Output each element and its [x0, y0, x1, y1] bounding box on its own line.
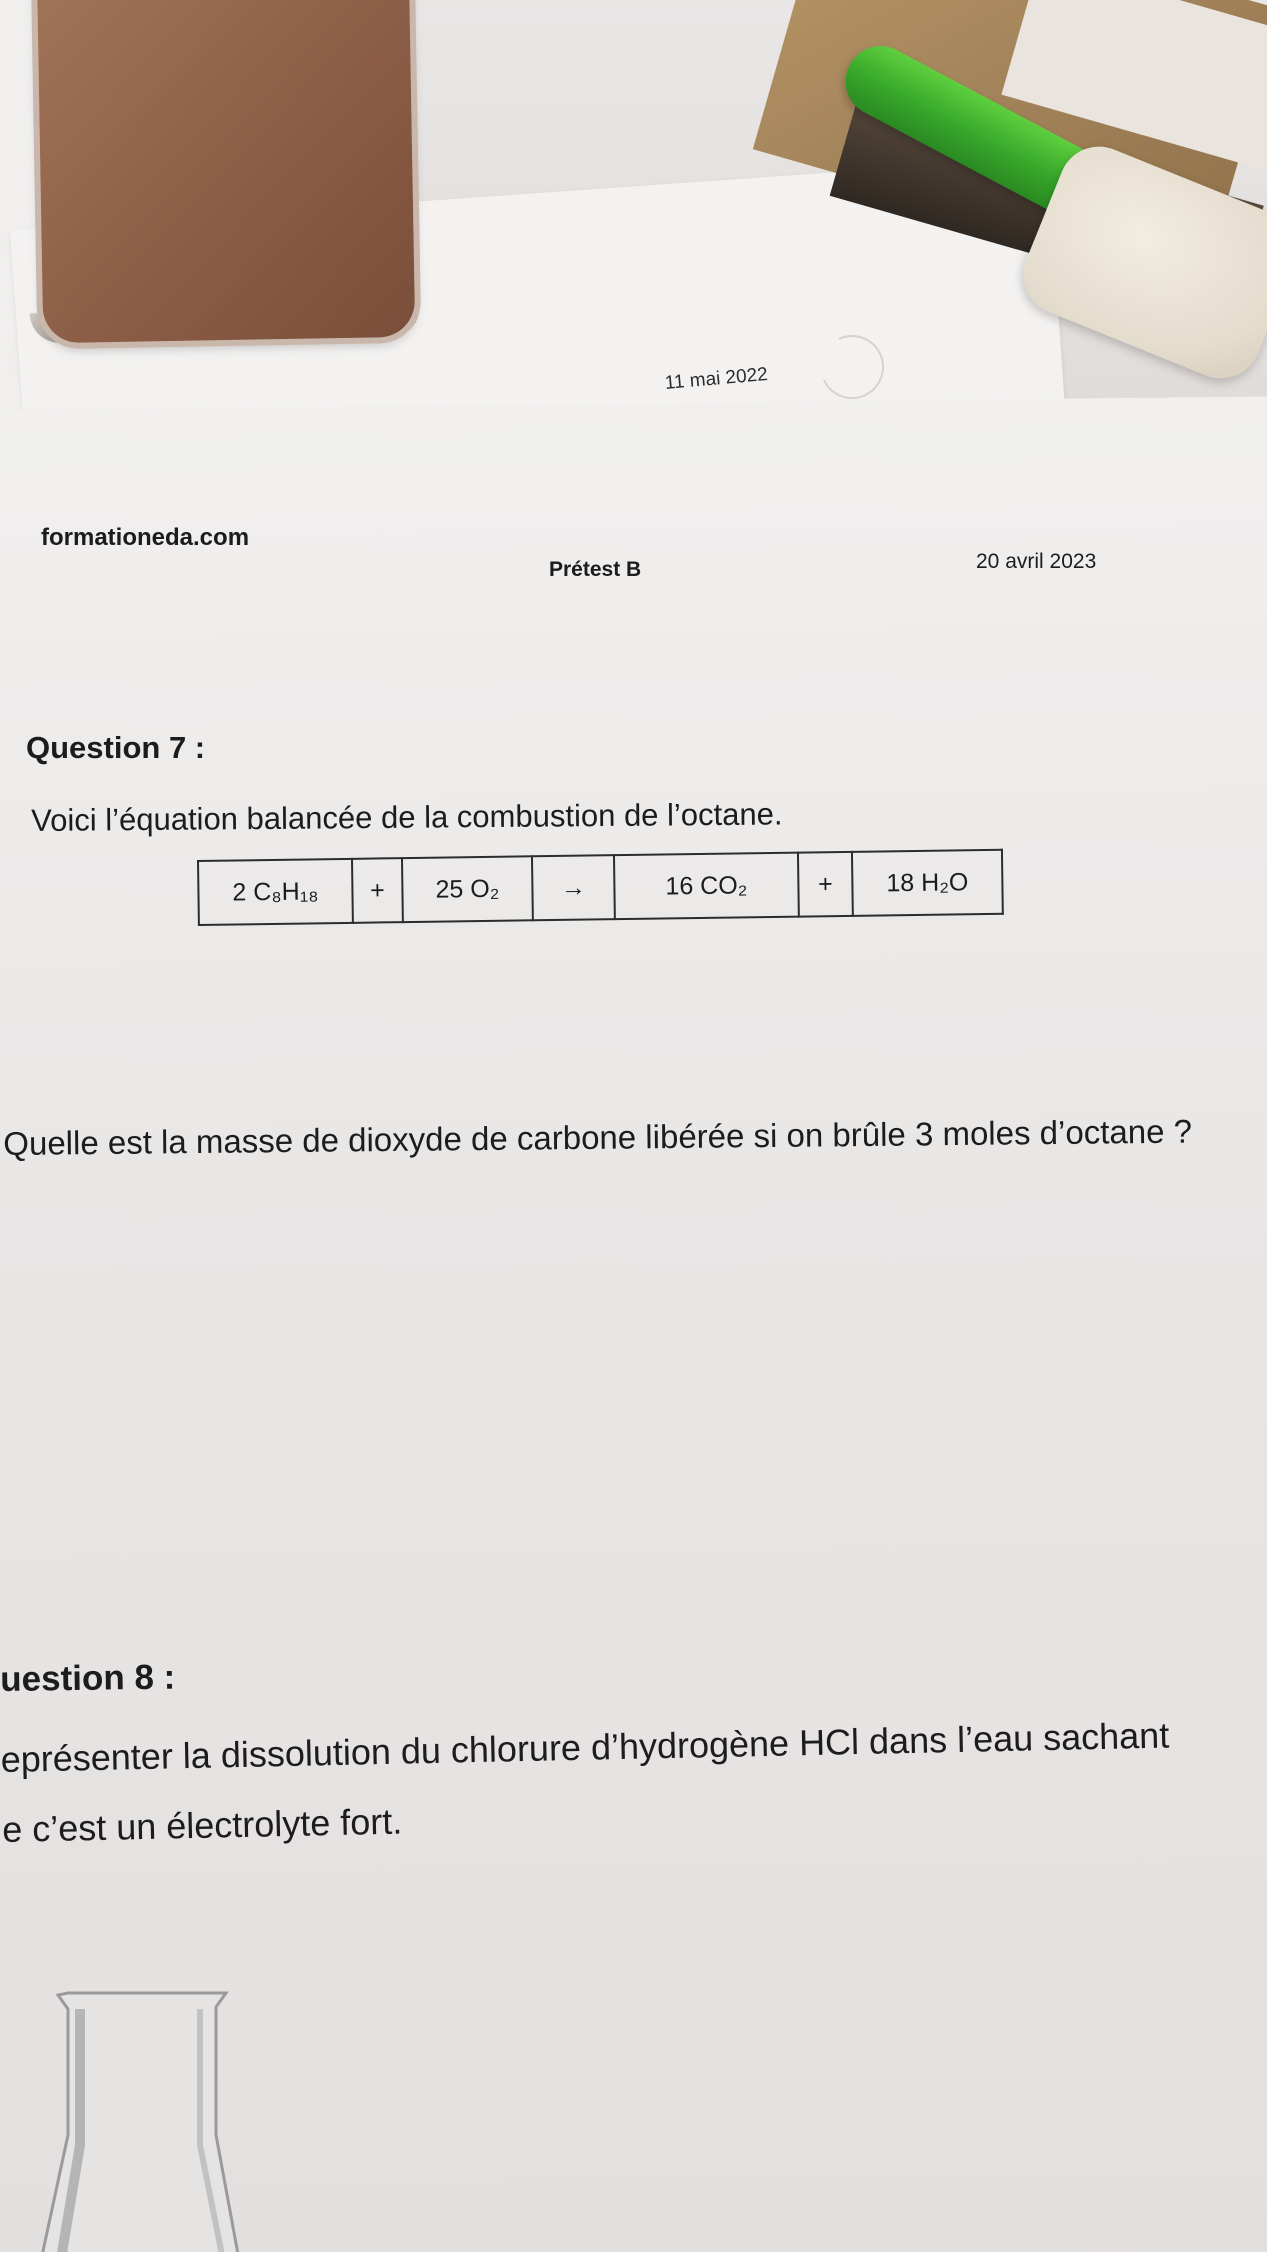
- reactant-octane: 2 C₈H₁₈: [198, 859, 353, 925]
- plus-sign: +: [352, 858, 403, 923]
- product-carbon-dioxide: 16 CO₂: [614, 853, 799, 920]
- site-name: formationeda.com: [41, 524, 250, 551]
- test-title: Prétest B: [549, 558, 642, 581]
- product-water: 18 H₂O: [852, 850, 1003, 916]
- test-date: 20 avril 2023: [976, 550, 1097, 573]
- balanced-equation-table: [197, 849, 1004, 926]
- question-7-title: Question 7 :: [26, 730, 206, 765]
- test-sheet: [0, 396, 1267, 2252]
- smartphone: [37, 0, 416, 343]
- reactant-oxygen: 25 O₂: [402, 856, 533, 922]
- reaction-arrow: →: [532, 855, 615, 920]
- plus-sign: +: [798, 852, 853, 917]
- flask-illustration: [40, 1985, 240, 2252]
- question-7-text: Quelle est la masse de dioxyde de carbone libérée si on brûle 3 moles d’octane ?: [3, 1112, 1193, 1162]
- previous-test-date: 11 mai 2022: [664, 364, 769, 394]
- question-7-intro: Voici l’équation balancée de la combustion de l’octane.: [31, 796, 783, 838]
- question-8-text: eprésenter la dissolution du chlorure d’hydrogène HCl dans l’eau sachant e c’est un électrolyte fort.: [0, 1714, 1170, 1850]
- question-8-title: uestion 8 :: [0, 1657, 176, 1699]
